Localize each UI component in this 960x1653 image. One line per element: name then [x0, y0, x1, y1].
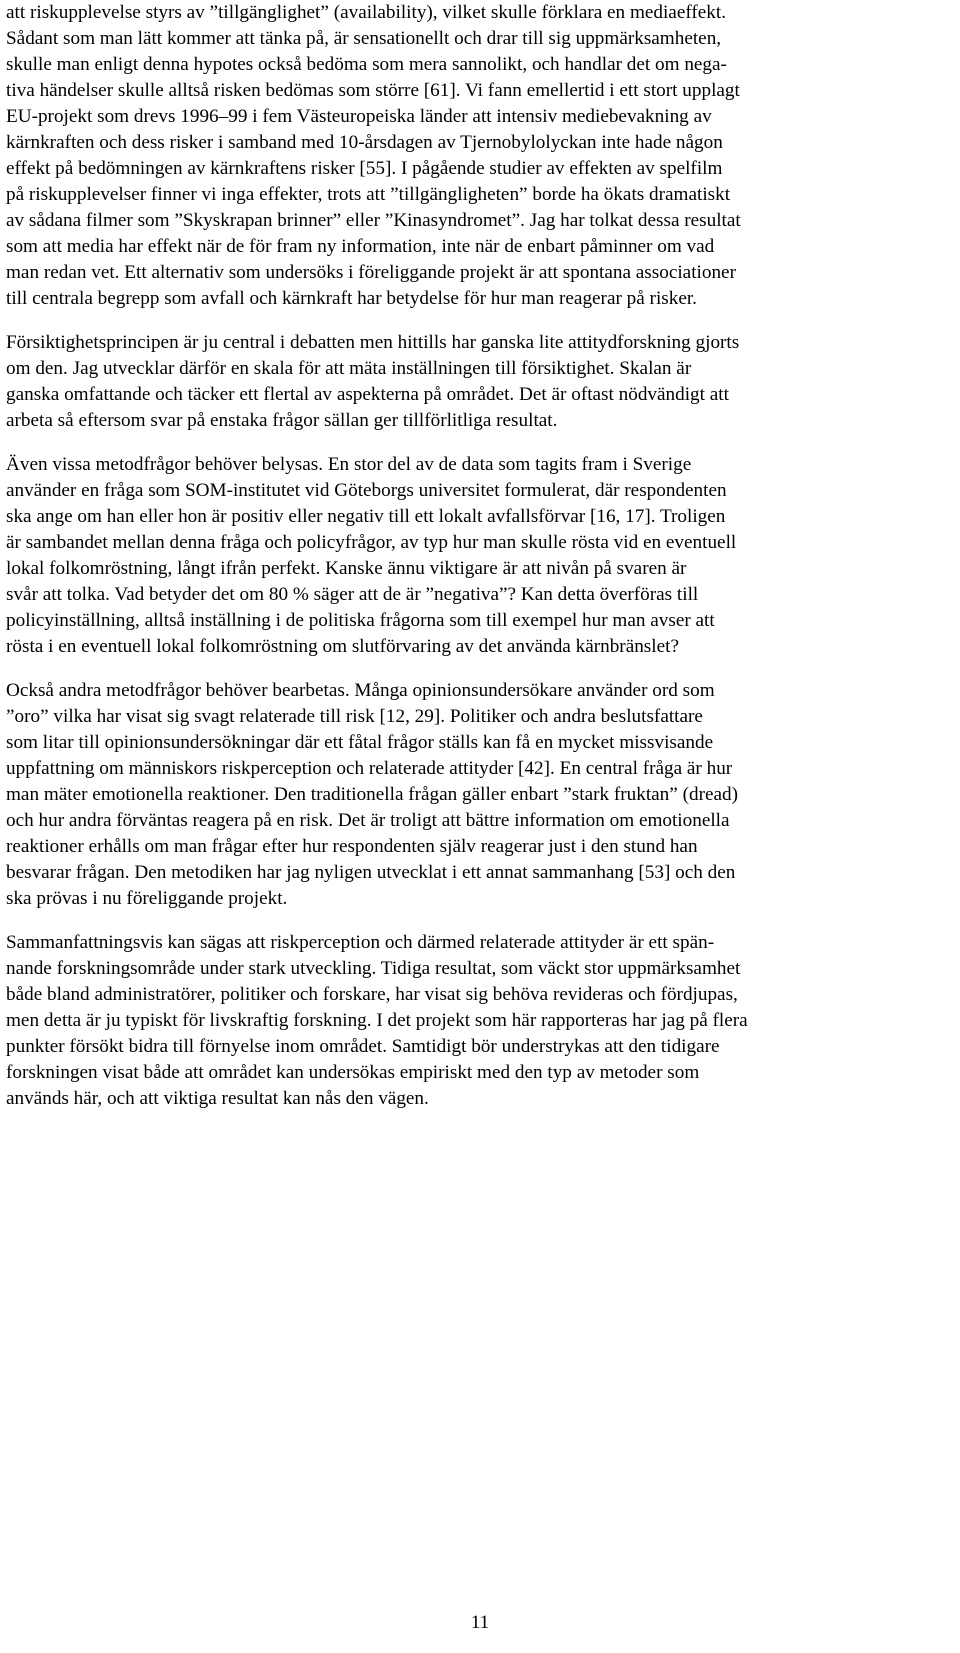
text-line: om den. Jag utvecklar därför en skala för att mäta inställningen till försiktighet. Skalan är	[6, 358, 692, 379]
text-line: Sammanfattningsvis kan sägas att riskperception och därmed relaterade attityder är ett spän-	[6, 932, 715, 953]
text-line: effekt på bedömningen av kärnkraftens risker [55]. I pågående studier av effekten av spelfilm	[6, 158, 723, 179]
text-line: arbeta så eftersom svar på enstaka frågor sällan ger tillförlitliga resultat.	[6, 410, 558, 431]
text-line: av sådana filmer som ”Skyskrapan brinner” eller ”Kinasyndromet”. Jag har tolkat dessa resultat	[6, 210, 741, 231]
page-number: 11	[470, 1612, 490, 1633]
text-line: forskningen visat både att området kan undersökas empiriskt med den typ av metoder som	[6, 1062, 700, 1083]
text-line: som litar till opinionsundersökningar där ett fåtal frågor ställs kan få en mycket missvisande	[6, 732, 714, 753]
text-line: svår att tolka. Vad betyder det om 80 % säger att de är ”negativa”? Kan detta överföras till	[6, 584, 699, 605]
paragraph-summary	[6, 930, 954, 1112]
text-line: EU-projekt som drevs 1996–99 i fem Västeuropeiska länder att intensiv mediebevakning av	[6, 106, 712, 127]
paragraph-precautionary-principle	[6, 330, 954, 434]
text-line: Sådant som man lätt kommer att tänka på, är sensationellt och drar till sig uppmärksamheten,	[6, 28, 722, 49]
text-line: Också andra metodfrågor behöver bearbetas. Många opinionsundersökare använder ord som	[6, 680, 715, 701]
text-line: Försiktighetsprincipen är ju central i debatten men hittills har ganska lite attitydforskning gjorts	[6, 332, 740, 353]
text-line: till centrala begrepp som avfall och kärnkraft har betydelse för hur man reagerar på risker.	[6, 288, 697, 309]
text-line: men detta är ju typiskt för livskraftig forskning. I det projekt som här rapporteras har jag på flera	[6, 1010, 748, 1031]
text-line: Även vissa metodfrågor behöver belysas. En stor del av de data som tagits fram i Sverige	[6, 454, 692, 475]
text-line: ska prövas i nu föreliggande projekt.	[6, 888, 288, 909]
text-line: policyinställning, alltså inställning i de politiska frågorna som till exempel hur man avser att	[6, 610, 715, 631]
text-line: kärnkraften och dess risker i samband med 10-årsdagen av Tjernobylolyckan inte hade någon	[6, 132, 723, 153]
text-line: både bland administratörer, politiker och forskare, har visat sig behöva revideras och fördjupas,	[6, 984, 738, 1005]
text-line: att riskupplevelse styrs av ”tillgänglighet” (availability), vilket skulle förklara en mediaeffekt.	[6, 2, 727, 23]
text-line: ganska omfattande och täcker ett flertal av aspekterna på området. Det är oftast nödvändigt att	[6, 384, 729, 405]
text-line: ”oro” vilka har visat sig svagt relaterade till risk [12, 29]. Politiker och andra beslutsfattare	[6, 706, 703, 727]
text-line: besvarar frågan. Den metodiken har jag nyligen utvecklat i ett annat sammanhang [53] och den	[6, 862, 736, 883]
text-line: använder en fråga som SOM-institutet vid Göteborgs universitet formulerat, där respondenten	[6, 480, 727, 501]
paragraph-other-method-questions	[6, 678, 954, 912]
text-line: nande forskningsområde under stark utveckling. Tidiga resultat, som väckt stor uppmärksamhet	[6, 958, 741, 979]
paragraph-media-effect	[6, 0, 954, 312]
text-line: är sambandet mellan denna fråga och policyfrågor, av typ hur man skulle rösta vid en eventuell	[6, 532, 737, 553]
document-page	[6, 0, 954, 1130]
text-line: punkter försökt bidra till förnyelse inom området. Samtidigt bör understrykas att den tidigare	[6, 1036, 720, 1057]
text-line: tiva händelser skulle alltså risken bedömas som större [61]. Vi fann emellertid i ett stort upplagt	[6, 80, 740, 101]
text-line: rösta i en eventuell lokal folkomröstning om slutförvaring av det använda kärnbränslet?	[6, 636, 679, 657]
text-line: som att media har effekt när de för fram ny information, inte när de enbart påminner om vad	[6, 236, 715, 257]
text-line: och hur andra förväntas reagera på en risk. Det är troligt att bättre information om emotionella	[6, 810, 730, 831]
text-line: man mäter emotionella reaktioner. Den traditionella frågan gäller enbart ”stark fruktan” (dread)	[6, 784, 738, 805]
paragraph-method-questions	[6, 452, 954, 660]
text-line: på riskupplevelser finner vi inga effekter, trots att ”tillgängligheten” borde ha ökats dramatiskt	[6, 184, 731, 205]
text-line: används här, och att viktiga resultat kan nås den vägen.	[6, 1088, 429, 1109]
text-line: man redan vet. Ett alternativ som undersöks i föreliggande projekt är att spontana associationer	[6, 262, 736, 283]
text-line: uppfattning om människors riskperception och relaterade attityder [42]. En central fråga är hur	[6, 758, 733, 779]
text-line: ska ange om han eller hon är positiv eller negativ till ett lokalt avfallsförvar [16, 17]. Troligen	[6, 506, 726, 527]
text-line: skulle man enligt denna hypotes också bedöma som mera sannolikt, och handlar det om nega-	[6, 54, 727, 75]
text-line: lokal folkomröstning, långt ifrån perfekt. Kanske ännu viktigare är att nivån på svaren är	[6, 558, 687, 579]
text-line: reaktioner erhålls om man frågar efter hur respondenten själv reagerar just i den stund han	[6, 836, 698, 857]
